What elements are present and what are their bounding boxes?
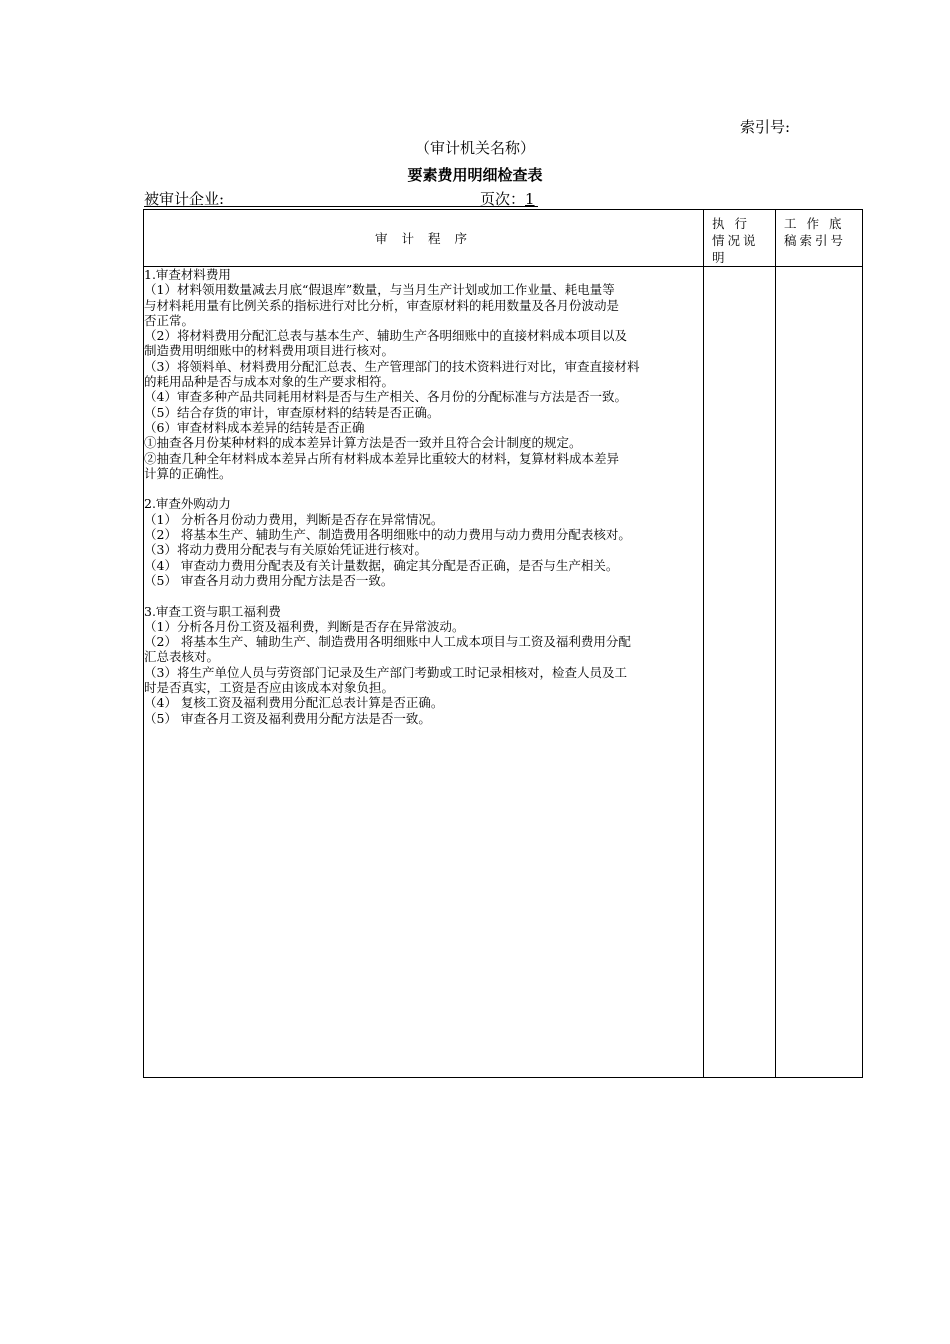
procedure-line: （4） 复核工资及福利费用分配汇总表计算是否正确。	[144, 695, 444, 711]
procedure-line: 与材料耗用量有比例关系的指标进行对比分析，审查原材料的耗用数量及各月份波动是	[144, 297, 620, 313]
procedure-line: （2）将材料费用分配汇总表与基本生产、辅助生产各明细账中的直接材料成本项目以及	[144, 328, 627, 344]
blank-line	[144, 481, 703, 496]
procedure-line: ①抽查各月份某种材料的成本差异计算方法是否一致并且符合会计制度的规定。	[144, 435, 582, 451]
procedure-line: （1）材料领用数量减去月底“假退库”数量，与当月生产计划或加工作业量、耗电量等	[144, 282, 615, 298]
procedure-cell	[144, 267, 704, 1078]
workpaper-index-cell[interactable]	[776, 267, 863, 1078]
procedure-line: 1.审查材料费用	[144, 267, 231, 282]
header-workpaper-index: 工 作 底 稿索引号	[776, 210, 863, 267]
audit-procedure-table	[143, 209, 863, 1078]
procedure-line: （5） 审查各月动力费用分配方法是否一致。	[144, 572, 394, 588]
procedure-line: 2.审查外购动力	[144, 496, 231, 512]
execution-notes-cell[interactable]	[704, 267, 776, 1078]
procedure-line: 的耗用品种是否与成本对象的生产要求相符。	[144, 374, 395, 390]
procedure-line: （4） 审查动力费用分配表及有关计量数据，确定其分配是否正确，是否与生产相关。	[144, 557, 619, 573]
procedure-line: 时是否真实，工资是否应由该成本对象负担。	[144, 680, 395, 696]
procedure-line: （3）将动力费用分配表与有关原始凭证进行核对。	[144, 542, 427, 558]
page-indicator	[480, 188, 535, 209]
procedure-line: （6）审查材料成本差异的结转是否正确	[144, 419, 365, 435]
page-title: 要素费用明细检查表	[407, 166, 543, 184]
index-number-label: 索引号:	[740, 118, 791, 136]
page-number: 1	[525, 190, 535, 208]
procedure-line: 否正常。	[144, 312, 195, 328]
audited-entity-underline	[144, 206, 538, 207]
procedure-line: （4）审查多种产品共同耗用材料是否与生产相关、各月份的分配标准与方法是否一致。	[144, 389, 627, 405]
procedure-line: （3）将生产单位人员与劳资部门记录及生产部门考勤或工时记录相核对，检查人员及工	[144, 664, 627, 680]
table-header-row	[144, 210, 863, 267]
procedure-line: （3）将领料单、材料费用分配汇总表、生产管理部门的技术资料进行对比，审查直接材料	[144, 358, 640, 374]
procedure-line: （1） 分析各月份动力费用，判断是否存在异常情况。	[144, 511, 444, 527]
procedure-line: （1）分析各月份工资及福利费，判断是否存在异常波动。	[144, 618, 465, 634]
procedure-line: ②抽查几种全年材料成本差异占所有材料成本差异比重较大的材料，复算材料成本差异	[144, 450, 620, 466]
procedure-line: 计算的正确性。	[144, 465, 232, 481]
audited-entity-label: 被审计企业:	[144, 190, 225, 208]
blank-line	[144, 588, 703, 603]
page-label: 页次：	[480, 190, 526, 208]
procedure-line: （2） 将基本生产、辅助生产、制造费用各明细账中的动力费用与动力费用分配表核对。	[144, 527, 631, 543]
header-audit-procedure: 审 计 程 序	[144, 210, 704, 267]
procedure-line: 3.审查工资与职工福利费	[144, 603, 281, 619]
audit-organization-name: （审计机关名称）	[414, 139, 535, 157]
procedure-line: 制造费用明细账中的材料费用项目进行核对。	[144, 343, 395, 359]
procedure-list	[144, 267, 703, 726]
table-body-row	[144, 267, 863, 1078]
procedure-line: （5） 审查各月工资及福利费用分配方法是否一致。	[144, 710, 431, 726]
header-execution-notes: 执 行 情况说明	[704, 210, 776, 267]
procedure-line: （5）结合存货的审计，审查原材料的结转是否正确。	[144, 404, 440, 420]
procedure-line: （2） 将基本生产、辅助生产、制造费用各明细账中人工成本项目与工资及福利费用分配	[144, 634, 631, 650]
procedure-line: 汇总表核对。	[144, 649, 220, 665]
audited-entity-row	[144, 188, 862, 208]
